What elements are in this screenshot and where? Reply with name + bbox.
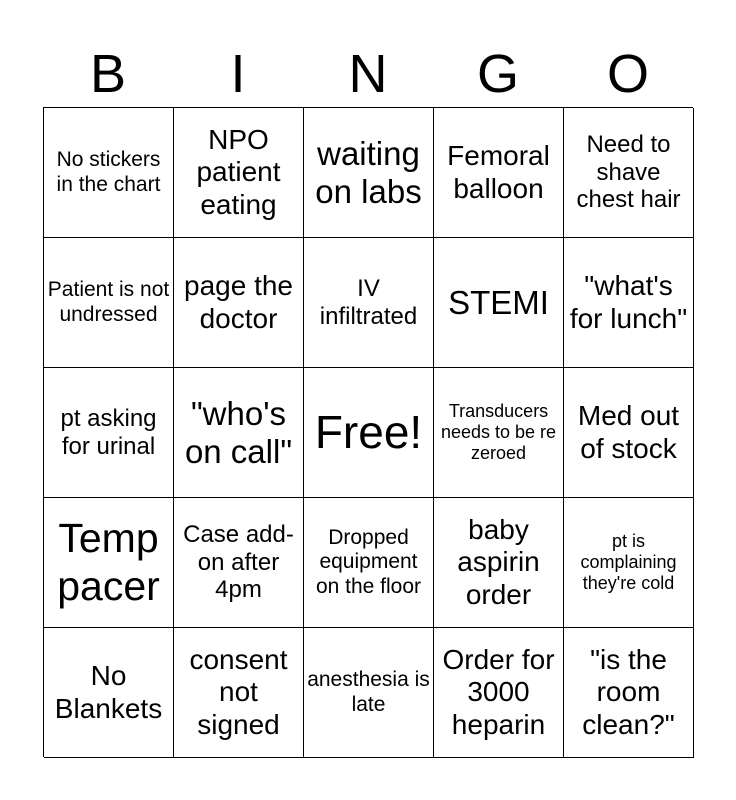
header-letter-o: O [606,44,649,104]
bingo-cell-g3[interactable] [434,368,564,498]
bingo-cell-i3[interactable] [174,368,304,498]
bingo-cell-o1[interactable] [564,108,694,238]
header-letter-g: G [476,44,519,104]
bingo-cell-n1[interactable] [304,108,434,238]
cell-text: No stickers in the chart [56,148,161,196]
cell-text: waiting on labs [315,134,422,210]
cell-text: page the doctor [184,270,293,334]
cell-text: baby aspirin order [457,514,540,610]
cell-text: IV infiltrated [319,274,418,330]
cell-text: NPO patient eating [196,124,281,220]
cell-text: "what's for lunch" [569,270,688,334]
bingo-cell-i1[interactable] [174,108,304,238]
cell-text: Dropped equipment on the floor [315,526,422,598]
bingo-cell-g4[interactable] [434,498,564,628]
free-space-text: Free! [314,406,423,459]
cell-text: anesthesia is late [307,668,430,716]
cell-text: Need to shave chest hair [576,131,681,214]
bingo-cell-o4[interactable] [564,498,694,628]
cell-text: Transducers needs to be re zeroed [440,401,557,463]
cell-text: STEMI [448,283,549,321]
cell-text: Femoral balloon [447,140,550,204]
bingo-cell-i4[interactable] [174,498,304,628]
cell-text: consent not signed [189,644,288,740]
bingo-cell-n4[interactable] [304,498,434,628]
header-letter-b: B [89,44,127,104]
bingo-cell-n2[interactable] [304,238,434,368]
cell-text: Order for 3000 heparin [442,644,555,740]
bingo-cell-b5[interactable] [44,628,174,758]
header-letter-i: I [230,44,246,104]
cell-text: Case add-on after 4pm [183,521,294,604]
cell-text: "is the room clean?" [582,644,675,740]
cell-text: No Blankets [54,660,163,724]
bingo-cell-i2[interactable] [174,238,304,368]
cell-text: pt asking for urinal [60,404,157,460]
bingo-cell-g2[interactable] [434,238,564,368]
cell-text: Temp pacer [57,515,160,609]
bingo-cell-g5[interactable] [434,628,564,758]
bingo-cell-o3[interactable] [564,368,694,498]
cell-text: Med out of stock [577,400,680,464]
bingo-header [43,40,693,108]
bingo-cell-b4[interactable] [44,498,174,628]
cell-text: pt is complaining they're cold [580,531,677,593]
bingo-cell-n5[interactable] [304,628,434,758]
bingo-cell-n3-free[interactable] [304,368,434,498]
cell-text: Patient is not undressed [47,278,170,326]
bingo-board [43,107,693,757]
bingo-cell-o5[interactable] [564,628,694,758]
bingo-cell-b1[interactable] [44,108,174,238]
cell-text: "who's on call" [184,394,293,470]
bingo-cell-g1[interactable] [434,108,564,238]
header-letter-n: N [348,44,388,104]
bingo-cell-o2[interactable] [564,238,694,368]
bingo-cell-b3[interactable] [44,368,174,498]
bingo-cell-b2[interactable] [44,238,174,368]
bingo-cell-i5[interactable] [174,628,304,758]
